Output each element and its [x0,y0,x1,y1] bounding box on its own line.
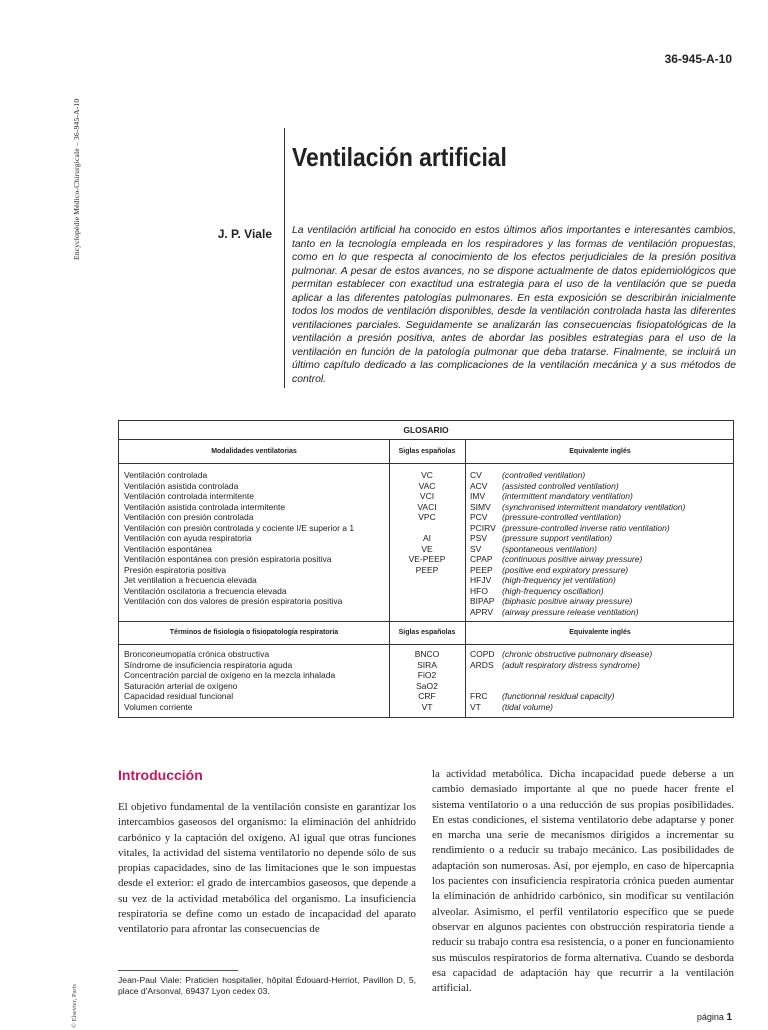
glossary-english-abbr: FRC [470,691,488,701]
glossary-sigla: VE-PEEP [408,554,446,564]
glossary-english-abbr: PEEP [470,564,493,575]
glossary-term: Concentración parcial de oxígeno en la mezcla inhalada [124,670,336,680]
glossary-english-full [502,681,652,692]
glossary-term: Capacidad residual funcional [124,691,234,701]
glossary-table [118,420,734,718]
glossary-sigla [389,596,465,607]
glossary-english-abbr: PSV [470,533,488,543]
glossary-english-abbr: CV [470,470,482,480]
glossary-english-abbr [470,681,495,692]
copyright-note: © Elsevier, Paris [71,984,78,1028]
glossary-term: Ventilación espontánea [124,543,212,554]
glossary-header-ingles-2: Equivalente inglés [569,629,631,636]
glossary-term: Ventilación con presión controlada [124,512,254,522]
glossary-english-abbr-list [470,470,496,617]
glossary-sigla: SIRA [417,659,437,670]
glossary-term: Ventilación controlada intermitente [124,491,254,501]
glossary-term: Ventilación con dos valores de presión espiratoria positiva [124,596,343,606]
glossary-term: Ventilación con presión controlada y cociente I/E superior a 1 [124,522,355,533]
glossary-english-full: (spontaneous ventilation) [502,543,597,554]
glossary-term: Saturación arterial de oxígeno [124,680,238,691]
abstract: La ventilación artificial ha conocido en estos últimos años importantes e interesantes cambios, tanto en la tecnología empleada en los respiradores y las formas de ventilación propuestas, como en lo que respecta al conocimiento de los efectos perjudiciales de la presión positiva pulmonar. A pesar de estos avances, no se dispone actualmente de datos epidemiológicos que permitan establecer con exactitud una estrategia para el uso de la ventilación que se pueda aplicar a las diferentes patologías pulmonares. En esta exposición se describirán inicialmente todos los modos de ventilación disponibles, desde la ventilación controlada hasta las diferentes ventilaciones parciales. Seguidamente se analizarán las consecuencias fisiopatológicas de la ventilación a presión positiva, antes de abordar las posibles estrategias para el uso de la ventilación en función de la patología pulmonar que deba tratarse. Finalmente, se incluirá un último capítulo dedicado a las complicaciones de la ventilación mecánica y a sus métodos de control. [292,225,736,385]
glossary-term: Ventilación con ayuda respiratoria [124,533,252,543]
glossary-sigla: VC [421,470,433,480]
glossary-english-abbr: CPAP [470,554,493,564]
glossary-title: GLOSARIO [119,421,733,440]
footnote-rule [118,970,238,971]
glossary-english-full: (pressure-controlled inverse ratio ventilation) [502,522,670,533]
intro-paragraph-col2: la actividad metabólica. Dicha incapacidad puede deberse a un cambio demasiado importante al que no puede hacer frente el sistema ventilatorio o a una reducción de sus propias posibilidades. En estas condiciones, el sistema ventilatorio debe adaptarse y poner en marcha una serie de mecanismos dirigidos a incrementar su rendimiento o a reducir su trabajo mecánico. Las posibilidades de adaptación son numerosas. Así, por ejemplo, en caso de hipercapnia los pacientes con insuficiencia respiratoria crónica pueden aumentar la eliminación de anhídrido carbónico, sin modificar su ventilación alveolar. Asimismo, el perfil ventilatorio específico que se puede observar en algunos pacientes con obstrucción respiratoria tiende a reducir su trabajo contra esa resistencia, o a poner en funcionamiento sus músculos respiratorios de forma alternativa. Cuando se desborda esa capacidad de adaptación hay que recurrir a la ventilación artificial. [432,768,734,995]
glossary-column-divider [465,439,466,718]
glossary-term: Jet ventilation a frecuencia elevada [124,575,257,585]
glossary-english-full-list-2 [502,649,652,712]
glossary-english-full: (positive end expiratory pressure) [502,564,629,575]
author-affiliation-footnote: Jean-Paul Viale: Praticien hospitalier, hôpital Édouard-Herriot, Pavillon D, 5, place d'Arsonval, 69437 Lyon cedex 03. [118,975,416,996]
glossary-english-full [502,670,652,681]
section-heading-introduccion: Introducción [118,767,203,783]
glossary-english-abbr: IMV [470,491,486,501]
glossary-sigla: VCI [419,491,435,501]
glossary-english-full: (chronic obstructive pulmonary disease) [502,649,653,659]
title-divider [284,128,285,388]
glossary-sigla: SaO2 [416,680,438,691]
glossary-term: Volumen corriente [124,701,193,712]
glossary-english-abbr: HFJV [470,575,492,585]
glossary-english-full: (continuous positive airway pressure) [502,554,643,564]
glossary-english-full: (intermittent mandatory ventilation) [502,491,633,501]
glossary-english-full: (pressure-controlled ventilation) [502,512,622,522]
glossary-siglas-list [389,470,465,607]
glossary-sigla: FiO2 [417,670,437,680]
glossary-term: Síndrome de insuficiencia respiratoria aguda [124,659,293,670]
glossary-english-full: (high-frequency jet ventilation) [502,575,616,585]
glossary-term: Ventilación oscilatoria a frecuencia elevada [124,585,287,596]
glossary-term: Ventilación asistida controlada [124,480,239,491]
glossary-english-abbr: SV [470,543,482,554]
page-number [697,1012,732,1023]
glossary-sigla [389,575,465,586]
glossary-english-full: (airway pressure release ventilation) [502,606,639,617]
glossary-english-abbr: ARDS [470,659,494,670]
glossary-term: Ventilación controlada [124,470,208,480]
glossary-english-abbr: BIPAP [470,596,495,606]
glossary-english-full: (controlled ventilation) [502,470,586,480]
glossary-english-abbr: HFO [470,585,488,596]
document-code: 36-945-A-10 [664,52,732,66]
glossary-english-full: (functionnal residual capacity) [502,691,615,701]
glossary-sigla: CRF [418,691,436,701]
glossary-english-full: (assisted controlled ventilation) [502,480,619,491]
glossary-english-abbr: APRV [470,606,493,617]
glossary-english-abbr: PCIRV [470,522,496,533]
glossary-english-abbr: COPD [470,649,495,659]
glossary-sigla: BNCO [414,649,440,659]
glossary-english-abbr: VT [470,701,481,712]
glossary-english-full: (adult respiratory distress syndrome) [502,659,640,670]
glossary-sigla: VT [421,701,433,712]
glossary-english-full: (tidal volume) [502,701,554,712]
glossary-english-abbr-list-2 [470,649,495,712]
running-head: Encyclopédie Médico-Chirurgicale – 36-945-A-10 [72,98,81,260]
glossary-sigla: PEEP [415,564,439,575]
glossary-sigla: AI [422,533,432,543]
glossary-terms-list [124,470,354,607]
glossary-english-abbr: ACV [470,480,488,491]
glossary-term: Ventilación asistida controlada intermitente [124,501,286,512]
glossary-sigla: VAC [418,480,436,491]
glossary-rule [119,644,733,645]
glossary-siglas-list-2 [389,649,465,712]
glossary-term: Presión espiratoria positiva [124,564,227,575]
glossary-terms-list-2 [124,649,335,712]
intro-paragraph-col1: El objetivo fundamental de la ventilación consiste en garantizar los intercambios gaseosos del organismo: la eliminación del anhídrido carbónico y la captación del oxígeno. Al igual que otras funciones vitales, la actividad del sistema ventilatorio no depende sólo de sus propias capacidades, sino de las limitaciones que le son impuestas desde el exterior: el grado de intercambios gaseosos, que depende a su vez de la actividad metabólica del organismo. La insuficiencia respiratoria se define como un estado de incapacidad del aparato ventilatorio para afrontar las consecuencias de [118,801,416,936]
glossary-header-ingles: Equivalente inglés [569,448,631,455]
glossary-sigla: VPC [418,512,436,522]
glossary-english-full: (pressure support ventilation) [502,533,613,543]
glossary-rule [119,463,733,464]
glossary-english-full: (biphasic positive airway pressure) [502,596,633,606]
glossary-term: Bronconeumopatía crónica obstructiva [124,649,270,659]
glossary-english-full: (high-frequency oscillation) [502,585,604,596]
article-title: Ventilación artificial [292,142,507,172]
author-name: J. P. Viale [217,227,272,241]
glossary-english-abbr: PCV [470,512,488,522]
glossary-header-terminos: Términos de fisiología o fisiopatología respiratoria [169,629,339,636]
glossary-header-siglas: Siglas españolas [398,448,456,455]
glossary-sigla: VE [421,543,433,554]
glossary-english-abbr [470,670,495,681]
glossary-english-full: (synchronised intermittent mandatory ventilation) [502,501,686,512]
glossary-english-abbr: SIMV [470,501,491,512]
page-label: página [696,1012,724,1022]
glossary-sigla [389,586,465,597]
glossary-header-siglas-2: Siglas españolas [398,629,456,636]
glossary-term: Ventilación espontánea con presión espiratoria positiva [124,554,332,564]
glossary-sigla [389,523,465,534]
glossary-sigla: VACI [417,501,437,512]
page-number-value: 1 [726,1012,732,1023]
glossary-header-modalidades: Modalidades ventilatorias [211,448,297,455]
glossary-english-full-list [502,470,685,617]
